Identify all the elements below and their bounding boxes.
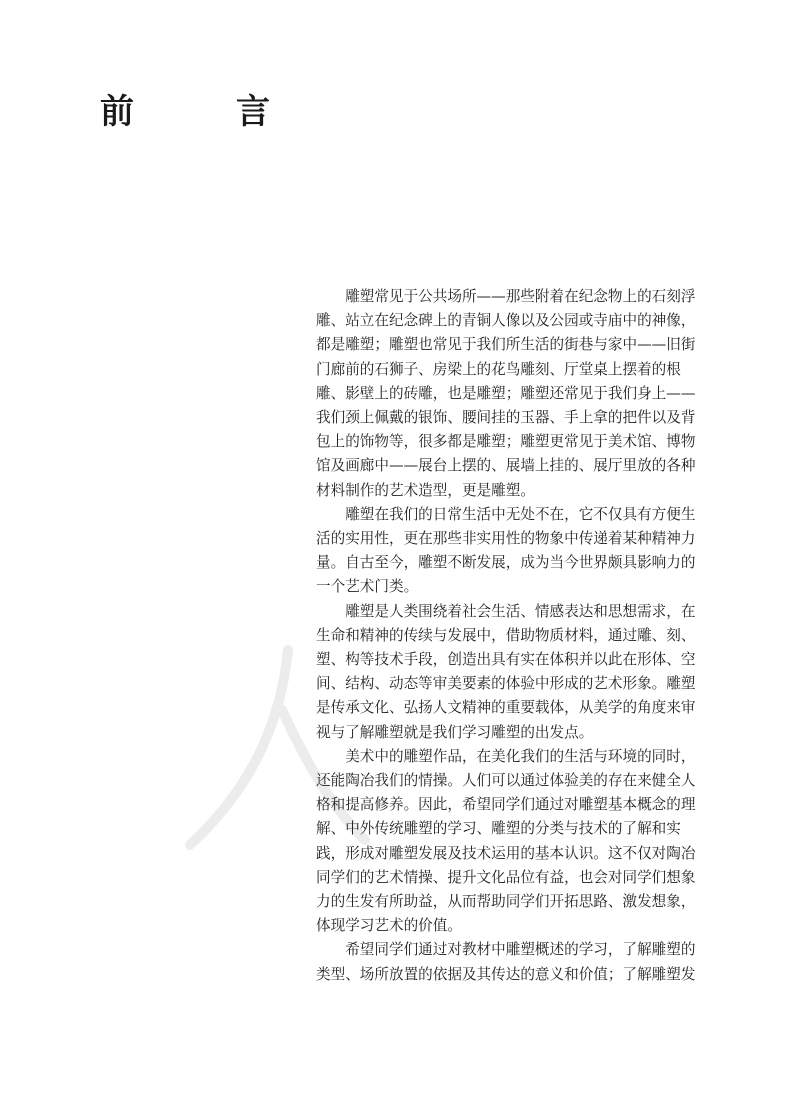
paragraph-3: 雕塑是人类围绕着社会生活、情感表达和思想需求，在 生命和精神的传续与发展中，借助物质材料，通过雕、刻、 塑、构等技术手段，创造出具有实在体积并以此在形体、空 间、结构、动态等审美要素的体验中形成的艺术形象。雕塑 是传承文化、弘扬人文精神的重要载体，从美学的角度来审 视与了解雕塑就是我们学习雕塑的出发点。 <box>316 602 696 741</box>
paragraph-2: 雕塑在我们的日常生活中无处不在，它不仅具有方便生 活的实用性，更在那些非实用性的物象中传递着某种精神力 量。自古至今，雕塑不断发展，成为当今世界颇具影响力的 一个艺术门类。 <box>316 505 696 596</box>
preface-body <box>316 285 726 987</box>
paragraph-5: 希望同学们通过对教材中雕塑概述的学习，了解雕塑的 类型、场所放置的依据及其传达的意义和价值；了解雕塑发 <box>316 941 696 983</box>
paragraph-1: 雕塑常见于公共场所——那些附着在纪念物上的石刻浮 雕、站立在纪念碑上的青铜人像以及公园或寺庙中的神像， 都是雕塑；雕塑也常见于我们所生活的街巷与家中——旧街 门廊前的石狮子、房梁上的花鸟雕刻、厅堂桌上摆着的根 雕、影壁上的砖雕，也是雕塑；雕塑还常见于我们身上—— 我们颈上佩戴的银饰、腰间挂的玉器、手上拿的把件以及背 包上的饰物等，很多都是雕塑；雕塑更常见于美术馆、博物 馆及画廊中——展台上摆的、展墙上挂的、展厅里放的各种 材料制作的艺术造型，更是雕塑。 <box>316 288 696 499</box>
paragraph-4: 美术中的雕塑作品，在美化我们的生活与环境的同时， 还能陶冶我们的情操。人们可以通过体验美的存在来健全人 格和提高修养。因此，希望同学们通过对雕塑基本概念的理 解、中外传统雕塑的学习、雕塑的分类与技术的了解和实 践，形成对雕塑发展及技术运用的基本认识。这不仅对陶冶 同学们的艺术情操、提升文化品位有益，也会对同学们想象 力的生发有所助益，从而帮助同学们开拓思路、激发想象， 体现学习艺术的价值。 <box>316 747 696 935</box>
page-title: 前 言 <box>100 91 304 132</box>
